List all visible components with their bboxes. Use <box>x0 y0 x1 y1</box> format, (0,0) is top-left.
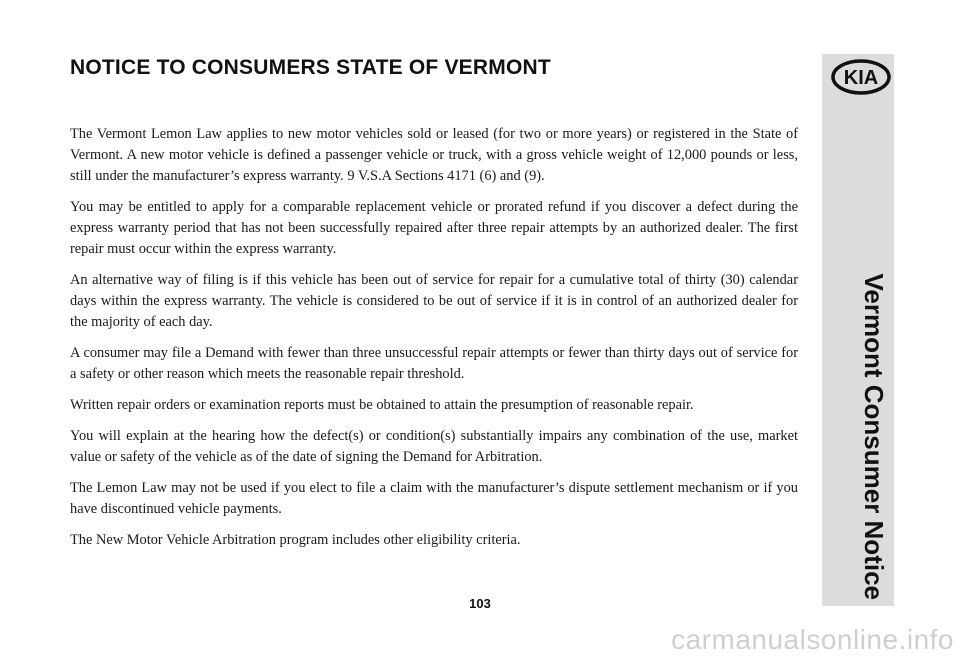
paragraph-6: You will explain at the hearing how the defect(s) or condition(s) substantially impairs any combination of the use, market value or safety of the vehicle as of the date of signing the Demand for Arbitration. <box>70 428 798 465</box>
paragraph-3: An alternative way of filing is if this vehicle has been out of service for repair for a cumulative total of thirty (30) calendar days within the express warranty. The vehicle is considered to be out of service if it is in control of an authorized dealer for the majority of each day. <box>70 272 798 330</box>
paragraph-1: The Vermont Lemon Law applies to new motor vehicles sold or leased (for two or more years) or registered in the State of Vermont. A new motor vehicle is defined a passenger vehicle or truck, with a gross vehicle weight of 12,000 pounds or less, still under the manufacturer’s express warranty. 9 V.S.A Sections 4171 (6) and (9). <box>70 126 798 184</box>
page-number: 103 <box>469 596 491 611</box>
paragraph-7: The Lemon Law may not be used if you elect to file a claim with the manufacturer’s dispute settlement mechanism or if you have discontinued vehicle payments. <box>70 480 798 517</box>
paragraph-5: Written repair orders or examination reports must be obtained to attain the presumption of reasonable repair. <box>70 397 694 413</box>
side-title: Vermont Consumer Notice <box>859 273 889 600</box>
paragraph-4: A consumer may file a Demand with fewer than three unsuccessful repair attempts or fewer than thirty days out of service for a safety or other reason which meets the reasonable repair threshold. <box>70 345 798 382</box>
paragraph-2: You may be entitled to apply for a comparable replacement vehicle or prorated refund if you discover a defect during the express warranty period that has not been successfully repaired after three repair attempts by an authorized dealer. The first repair must occur within the express warranty. <box>70 199 798 257</box>
notice-body <box>70 124 798 561</box>
watermark: carmanualsonline.info <box>671 624 954 655</box>
paragraph-8: The New Motor Vehicle Arbitration program includes other eligibility criteria. <box>70 532 521 548</box>
kia-logo-icon <box>831 58 891 96</box>
logo-text: KIA <box>843 67 879 89</box>
page-title: NOTICE TO CONSUMERS STATE OF VERMONT <box>70 56 551 79</box>
